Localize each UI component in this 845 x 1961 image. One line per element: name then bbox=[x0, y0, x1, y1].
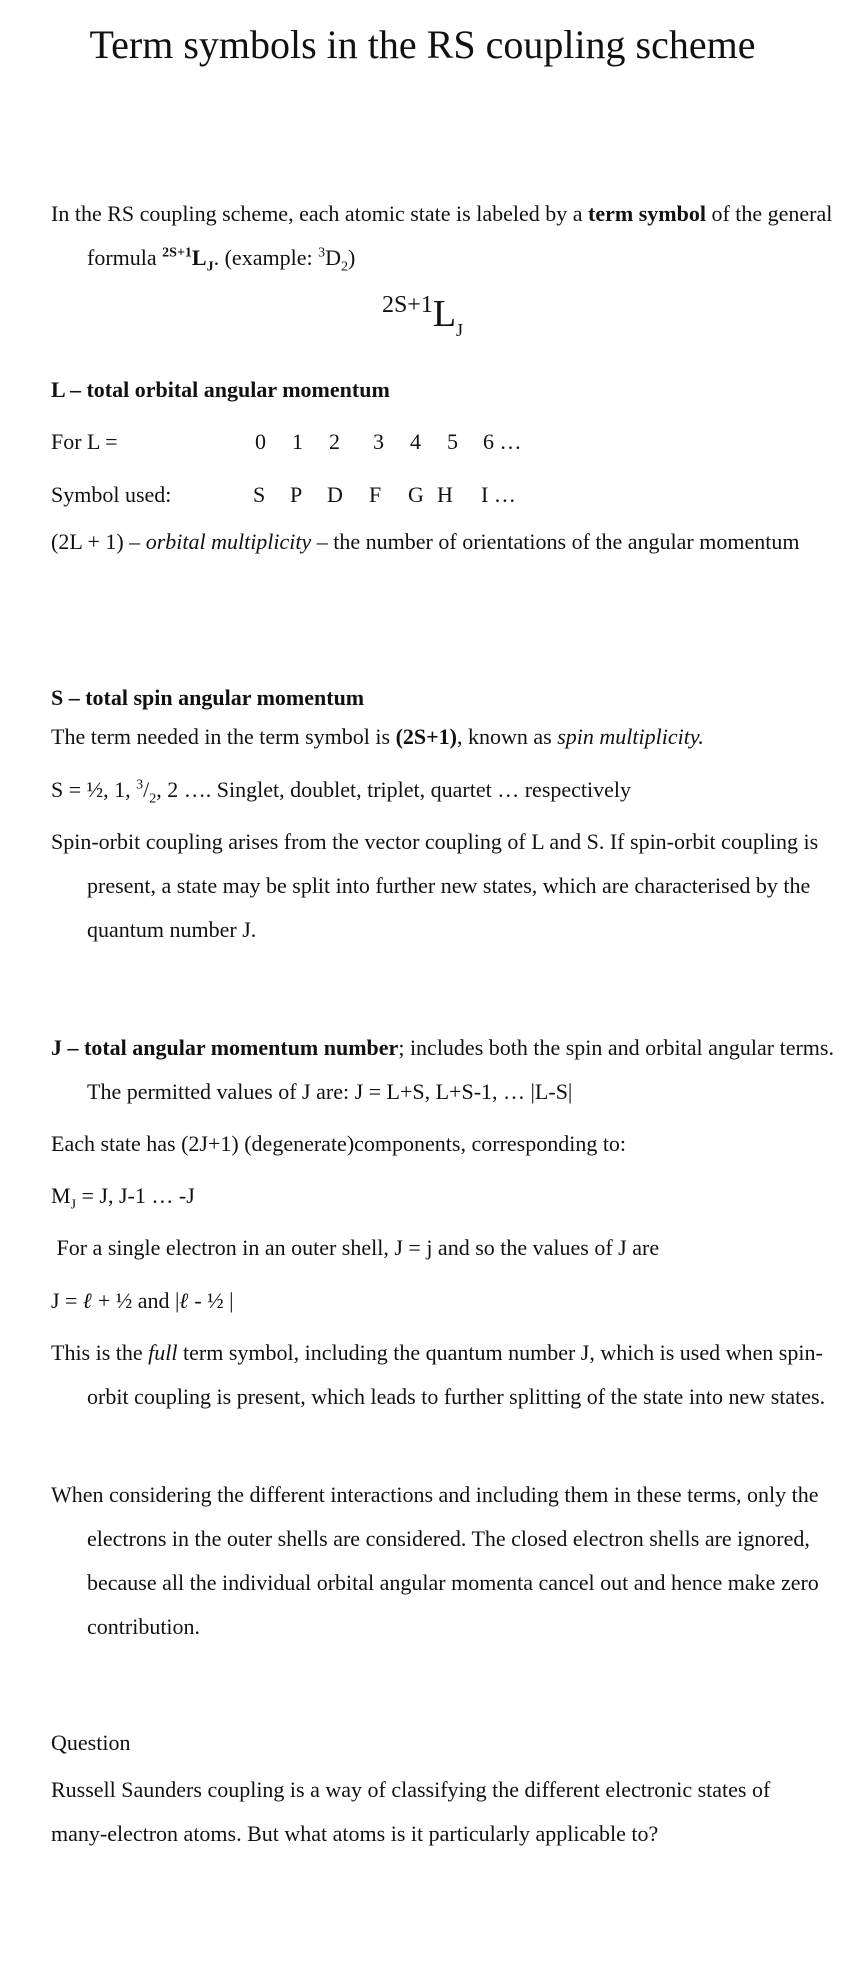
l-symbol: H bbox=[437, 482, 453, 507]
j-values-paragraph: J = ℓ + ½ and |ℓ - ½ | bbox=[51, 1288, 234, 1314]
l-symbol: I … bbox=[481, 482, 516, 507]
page-title: Term symbols in the RS coupling scheme bbox=[89, 22, 756, 67]
single-electron-paragraph: For a single electron in an outer shell, J = j and so the values of J are bbox=[51, 1235, 660, 1260]
l-value: 1 bbox=[292, 429, 303, 454]
l-symbol: P bbox=[290, 482, 303, 507]
spin-values-paragraph: S = ½, 1, $^3/_2$, 2 …. Singlet, doublet, triplet, quartet … respectively bbox=[51, 777, 632, 807]
l-symbol: F bbox=[369, 482, 382, 507]
question-label: Question bbox=[51, 1730, 131, 1755]
l-symbol: G bbox=[408, 482, 424, 507]
term-symbol-bold: term symbol bbox=[588, 201, 706, 226]
orbital-multiplicity-paragraph: (2L + 1) – orbital multiplicity – the number of orientations of the angular momentum bbox=[51, 529, 800, 554]
l-value: 6 … bbox=[483, 429, 522, 454]
intro-paragraph: In the RS coupling scheme, each atomic state is labeled by a term symbol of the general formula $^{2S+1}L_J$. (example: $^3D_2$) bbox=[51, 201, 833, 275]
l-symbol: D bbox=[327, 482, 343, 507]
symbol-used-label: Symbol used: bbox=[51, 482, 172, 507]
j-section-heading: J – total angular momentum number bbox=[51, 1035, 399, 1060]
l-value: 4 bbox=[410, 429, 421, 454]
s-section-heading: S – total spin angular momentum bbox=[51, 685, 365, 710]
l-value: 3 bbox=[373, 429, 384, 454]
question-text: Russell Saunders coupling is a way of classifying the different electronic states of many-electron atoms. But what atoms is it particularly applicable to? bbox=[51, 1777, 771, 1846]
l-value: 2 bbox=[329, 429, 340, 454]
mj-values-paragraph: $M_J = J$, J-1 … -J bbox=[51, 1183, 195, 1213]
l-section-heading: L – total orbital angular momentum bbox=[51, 377, 390, 402]
term-symbol-formula: $2S+1L_J$ bbox=[381, 292, 464, 340]
l-value: 5 bbox=[447, 429, 458, 454]
j-section-paragraph: J – total angular momentum number; includes both the spin and orbital angular terms. The permitted values of J are: J = L+S, L+S-1, … |L-S| bbox=[51, 1035, 834, 1104]
for-l-label: For L = bbox=[51, 429, 118, 454]
outer-shell-paragraph: When considering the different interactions and including them in these terms, only the electrons in the outer shells are considered. The closed electron shells are ignored, because all the individual orbital angular momenta cancel out and hence make zero contribution. bbox=[51, 1482, 819, 1639]
degenerate-components-paragraph: Each state has (2J+1) (degenerate)components, corresponding to: bbox=[51, 1131, 627, 1156]
spin-multiplicity-paragraph: The term needed in the term symbol is (2S+1), known as spin multiplicity. bbox=[51, 724, 704, 749]
l-value: 0 bbox=[255, 429, 266, 454]
full-term-symbol-paragraph: This is the full term symbol, including the quantum number J, which is used when spin-orbit coupling is present, which leads to further splitting of the state into new states. bbox=[51, 1340, 826, 1409]
l-symbol: S bbox=[253, 482, 266, 507]
spin-orbit-paragraph: Spin-orbit coupling arises from the vector coupling of L and S. If spin-orbit coupling is present, a state may be split into further new states, which are characterised by the quantum number J. bbox=[51, 829, 819, 942]
